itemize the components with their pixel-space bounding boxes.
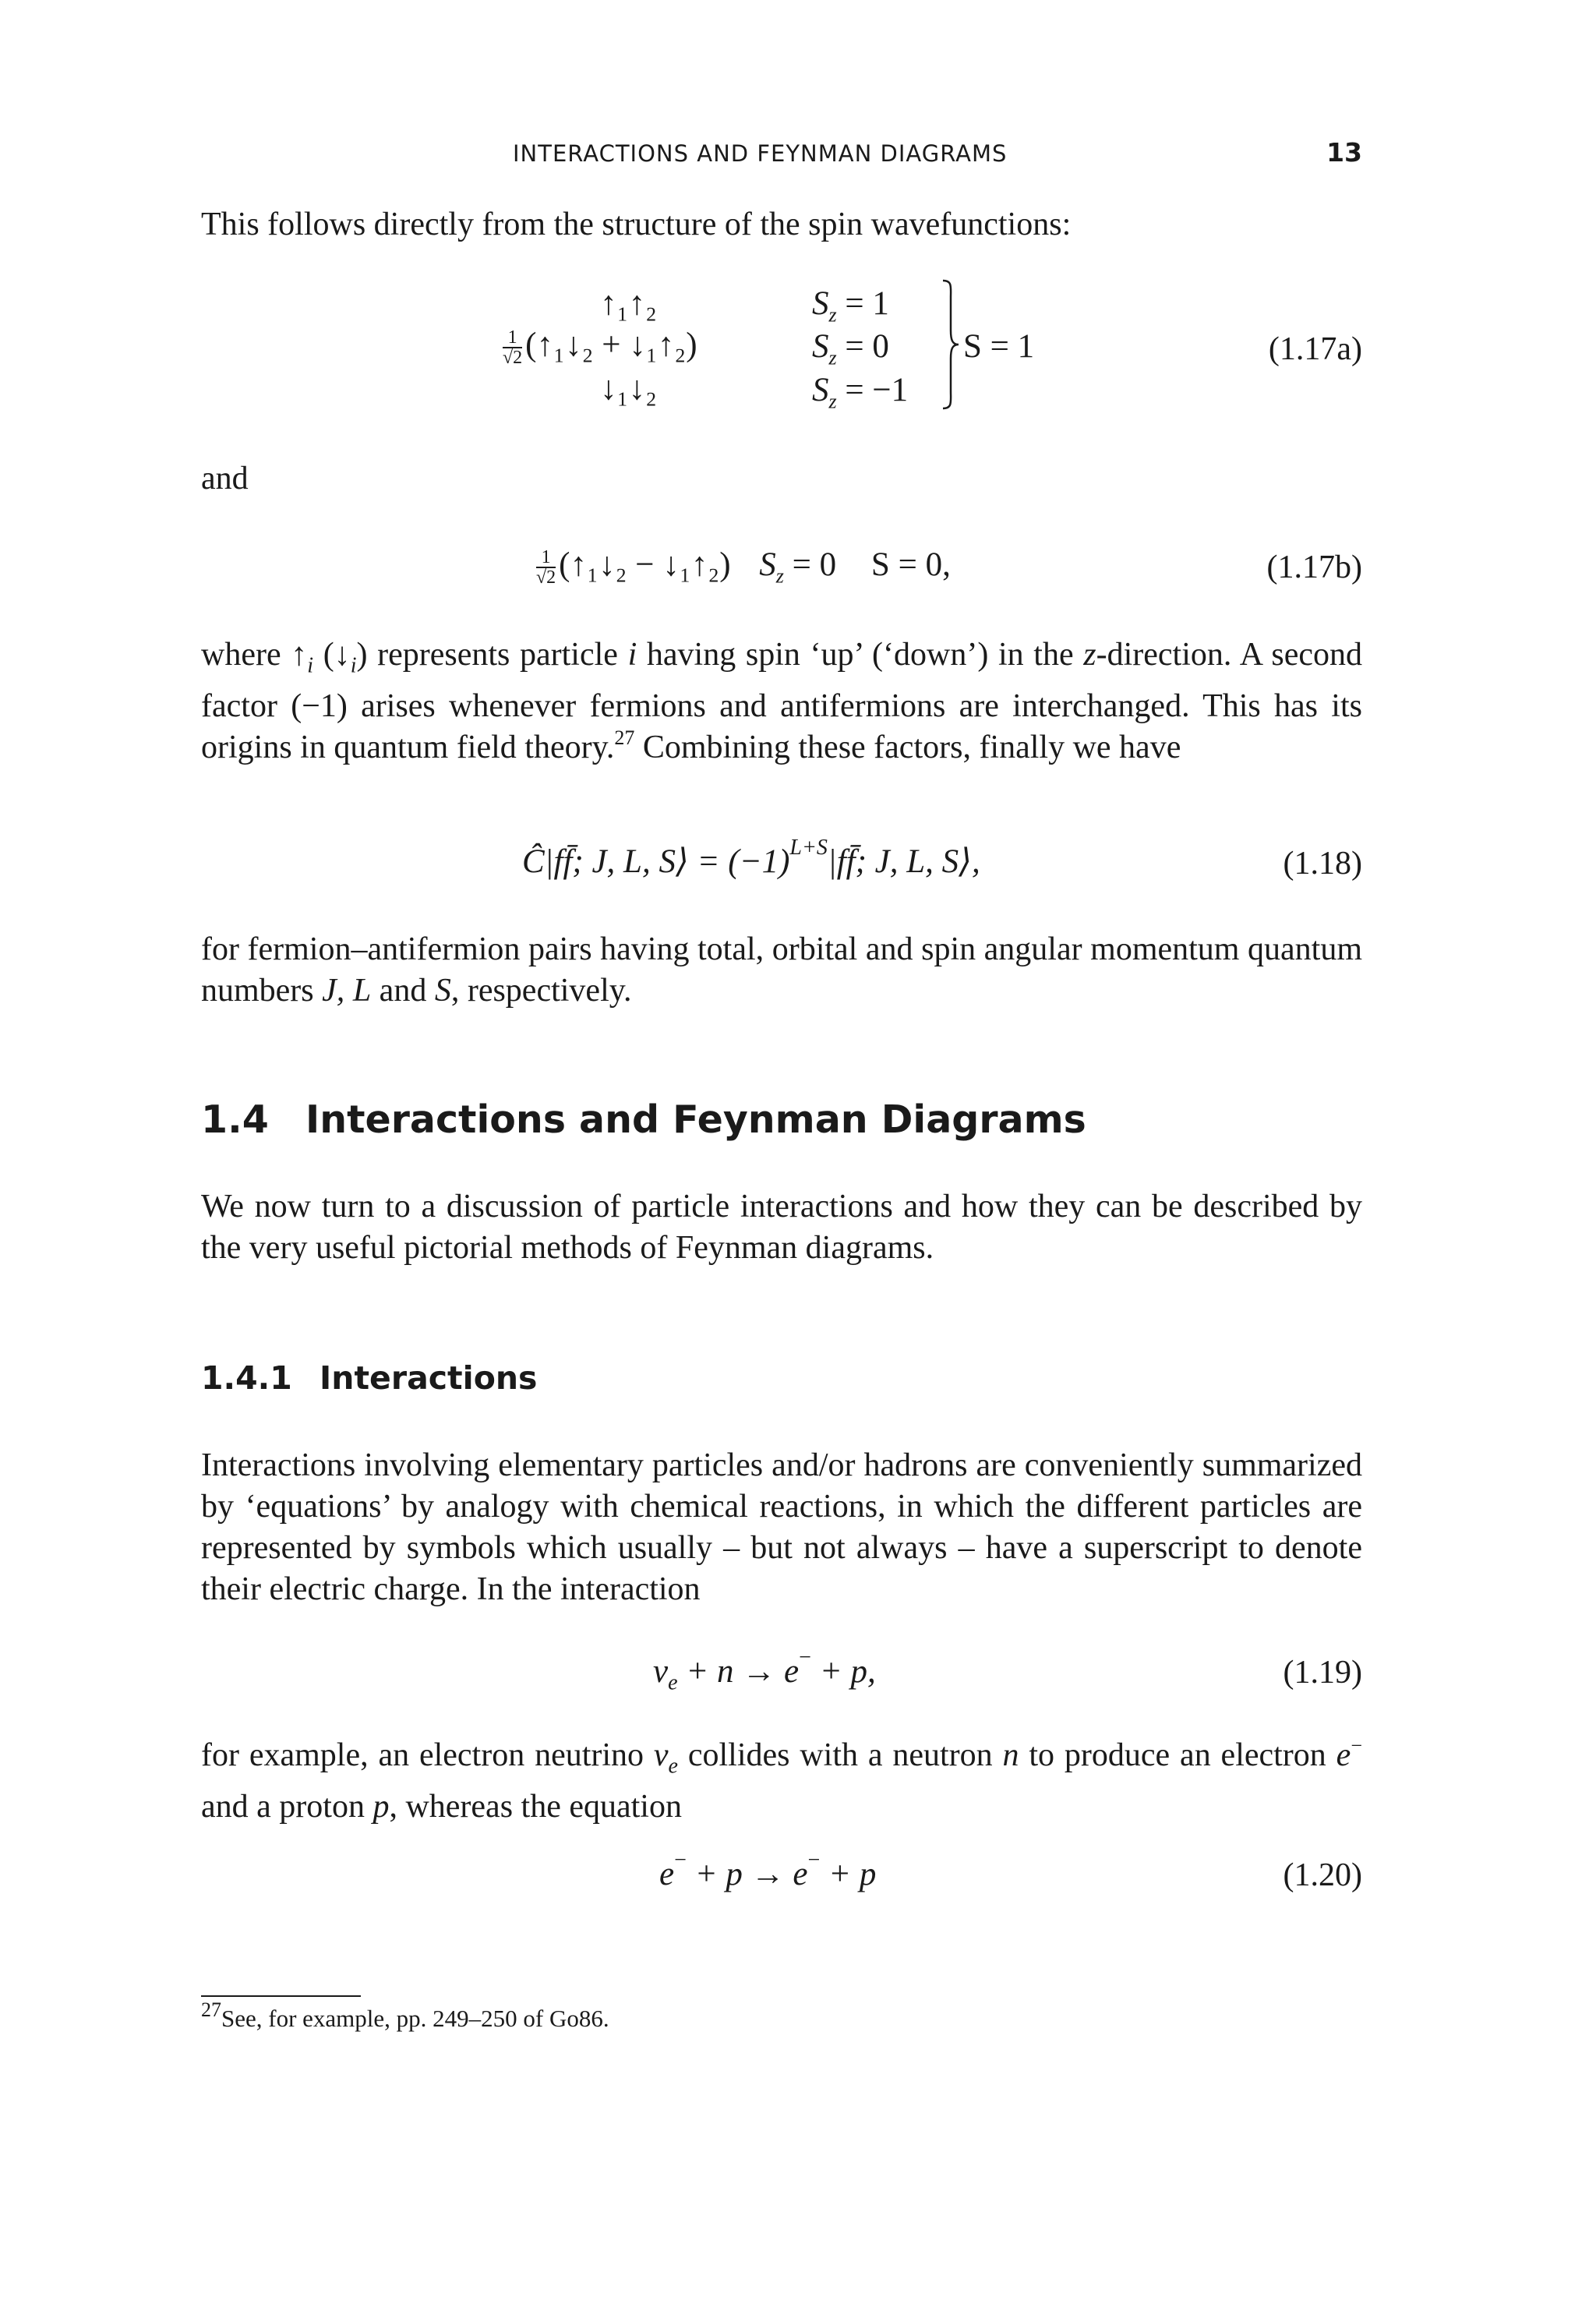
section-heading: 1.4 Interactions and Feynman Diagrams xyxy=(201,1097,1086,1142)
subsection-heading: 1.4.1 Interactions xyxy=(201,1359,538,1397)
equation-number-1-20: (1.20) xyxy=(1283,1857,1362,1893)
fraction: $\frac{1}{√2}$ xyxy=(536,547,556,588)
equation-1-20: e− + p → e− + p xyxy=(659,1847,877,1892)
paragraph-spin-explanation: where $↑_i$ $(↓_i)$ represents particle i having spin ‘up’ (‘down’) in the z-direction. A second factor (−1) arises whenever fermions and antifermions are interchanged. This has its origins in quantum field theory.$^{27}$ Combining these factors, finally we have xyxy=(201,637,1362,766)
running-head: INTERACTIONS AND FEYNMAN DIAGRAMS xyxy=(513,140,1008,167)
state-up-up: ↑₁↑₂ xyxy=(600,285,657,322)
equation-number-1-18: (1.18) xyxy=(1283,846,1362,882)
equation-number-1-17b: (1.17b) xyxy=(1266,549,1362,585)
equation-1-18: Ĉ|ff̄; J, L, S⟩ = $(-1)^{L+S}|ff̄$; J, L, S⟩, xyxy=(522,835,980,880)
fraction: $\frac{1}{√2}$ xyxy=(503,327,523,369)
page-number: 13 xyxy=(1326,137,1362,168)
paragraph-neutrino-example: for example, an electron neutrino $\nu_e$ collides with a neutron n to produce an electron e− and a proton p, whereas the equation xyxy=(201,1734,1362,1825)
paragraph-fermion-pairs: for fermion–antifermion pairs having total, orbital and spin angular momentum quantum numbers J, L and S, respectively. xyxy=(201,931,1362,1009)
sz-plus-one: $S_z = 1$ xyxy=(812,285,889,327)
paragraph-and: and xyxy=(201,461,249,496)
equation-number-1-17a: (1.17a) xyxy=(1268,331,1362,367)
equation-number-1-19: (1.19) xyxy=(1283,1655,1362,1691)
sz-minus-one: $S_z = -1$ xyxy=(812,372,909,413)
footnote-rule xyxy=(201,1995,361,1997)
paragraph-section-intro: We now turn to a discussion of particle interactions and how they can be described by the very useful pictorial methods of Feynman diagrams. xyxy=(201,1189,1362,1266)
equation-1-17b: $\frac{1}{√2}$ (↑₁↓₂ − ↓₁↑₂) $S_z = 0$ S = 0, xyxy=(536,546,951,588)
state-down-down: ↓₁↓₂ xyxy=(600,370,657,407)
equation-1-19: $\nu_e + n \to e^- + p$, xyxy=(653,1645,876,1695)
total-spin-one: S = 1 xyxy=(963,328,1035,365)
state-mixed: $\frac{1}{√2}$ (↑₁↓₂ + ↓₁↑₂) xyxy=(503,327,697,369)
sz-zero: $S_z = 0$ xyxy=(812,328,889,369)
right-brace xyxy=(941,279,960,410)
paragraph-interactions: Interactions involving elementary particles and/or hadrons are conveniently summarized by ‘equations’ by analogy with chemical reactions, in which the different particles are represented by symbols which usually – but not always – have a superscript to denote their electric charge. In the interaction xyxy=(201,1447,1362,1607)
paragraph-intro: This follows directly from the structure of the spin wavefunctions: xyxy=(201,207,1072,242)
footnote-ref-27: 27 xyxy=(614,726,635,750)
footnote: $^{27}$See, for example, pp. 249–250 of Go86. xyxy=(201,1998,609,2032)
